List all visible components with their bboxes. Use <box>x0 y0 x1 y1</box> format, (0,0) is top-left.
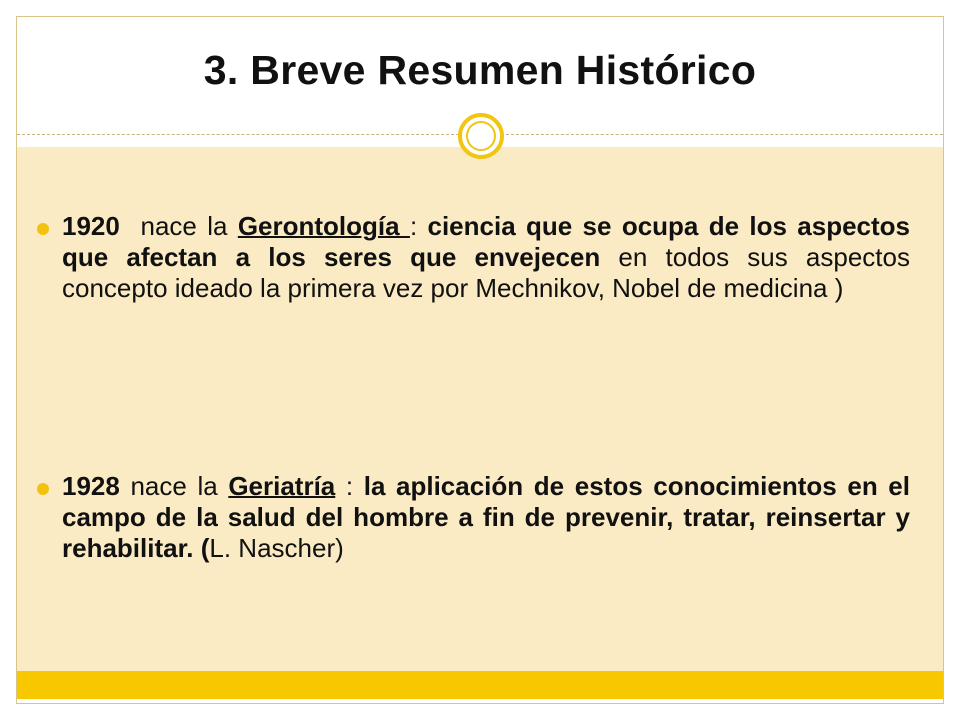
bullet-term: Gerontología <box>237 211 410 241</box>
bullet-text-part: en todos sus aspectos concepto ideado la primera vez por Mechnikov, Nobel de medicina ) <box>62 242 910 303</box>
bullet-text-part: : <box>409 211 428 241</box>
bullet-term: Geriatría <box>228 471 336 501</box>
ring-ornament-icon <box>458 113 504 159</box>
slide-frame <box>16 16 944 704</box>
bullet-definition: ciencia que se ocupa de los aspectos que afectan a los seres que envejecen <box>62 211 911 272</box>
bullet-text <box>62 471 910 564</box>
bullet-year: 1928 <box>62 471 120 501</box>
content-area <box>17 147 943 671</box>
bullet-year: 1920 <box>62 211 120 241</box>
bullet-dot-icon <box>37 483 49 495</box>
bullet-text-part: nace la <box>119 471 229 501</box>
bullet-item-1920 <box>62 211 910 304</box>
bullet-text <box>62 211 910 304</box>
ring-inner <box>466 121 496 151</box>
bottom-accent-band <box>17 671 943 699</box>
bullet-text-part: : <box>335 471 364 501</box>
bullet-item-1928 <box>62 471 910 564</box>
bullet-dot-icon <box>37 223 49 235</box>
bullet-text-part: nace la <box>119 211 238 241</box>
bullet-definition: la aplicación de estos conocimientos en el campo de la salud del hombre a fin de prevenir, tratar, reinsertar y rehabilitar. ( <box>62 471 910 563</box>
bullet-text-part: L. Nascher) <box>209 533 344 563</box>
slide-title: 3. Breve Resumen Histórico <box>203 47 757 93</box>
